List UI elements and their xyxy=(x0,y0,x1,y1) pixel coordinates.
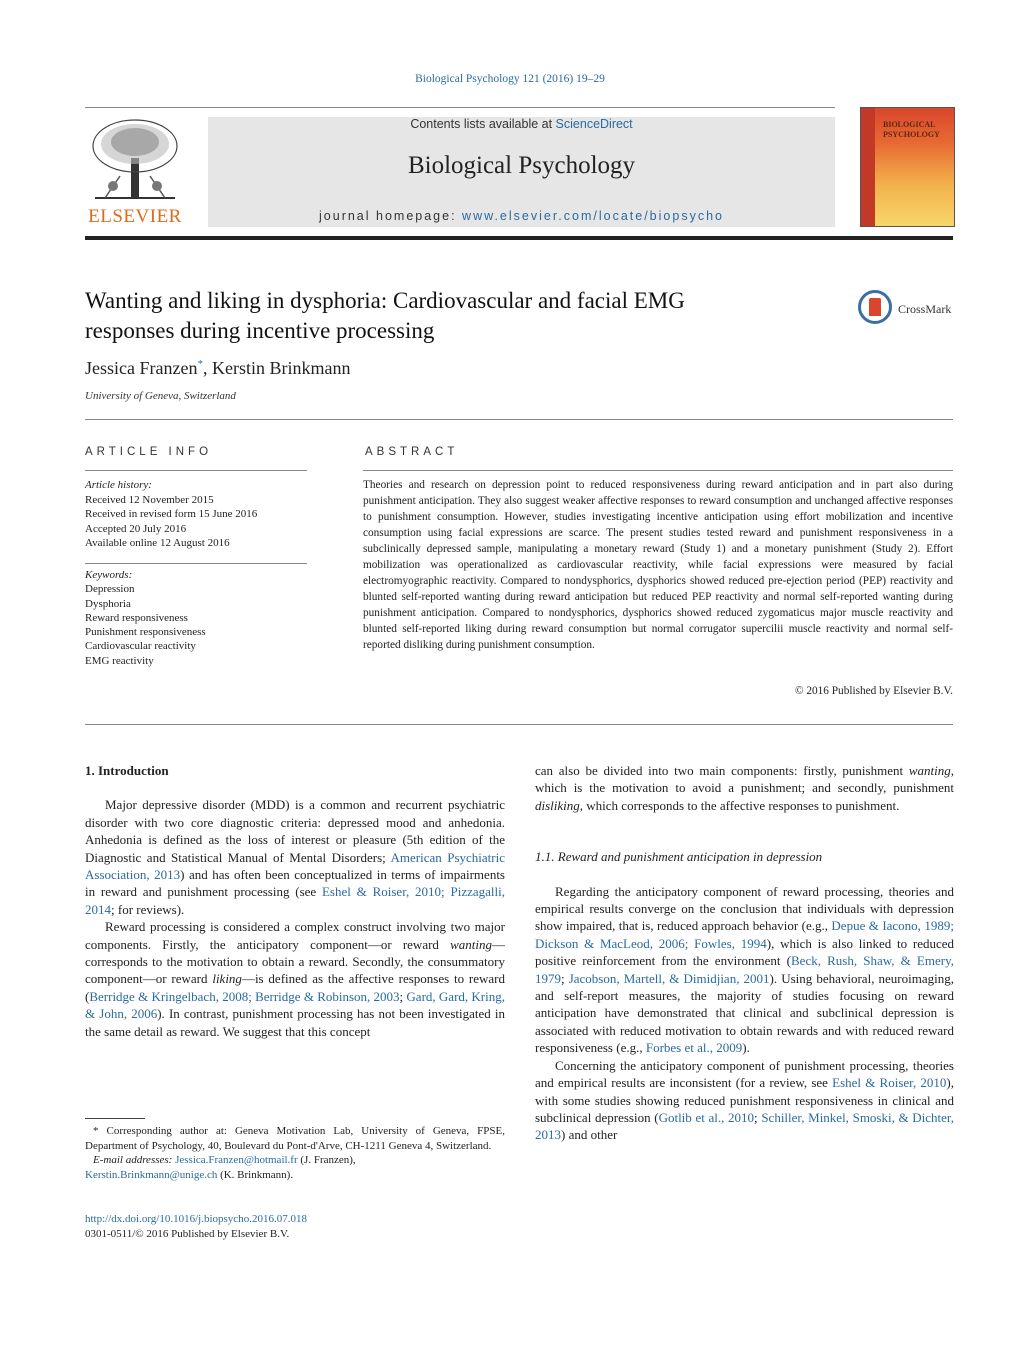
contents-line xyxy=(208,117,835,131)
citation-link[interactable]: Forbes et al., 2009 xyxy=(645,1040,743,1056)
sciencedirect-link[interactable]: ScienceDirect xyxy=(555,117,633,131)
citation-link[interactable]: Gard, Gard, Kring, & John, 2006 xyxy=(85,988,505,1022)
header-thick-rule xyxy=(85,236,953,240)
body-column-right xyxy=(535,762,954,1144)
crossmark-icon xyxy=(858,290,892,324)
keyword: Reward responsiveness xyxy=(85,611,188,624)
divider xyxy=(85,724,953,725)
footnote-rule xyxy=(85,1118,145,1119)
title-line2: responses during incentive processing xyxy=(85,318,435,343)
paragraph: Regarding the anticipatory component of reward processing, theories and empirical results converge on the conclusion that individuals with depression show impaired, that is, reduced approach behavior (e.g., Depue & Iacono, 1989; Dickson & MacLeod, 2006; Fowles, 1994), which is also linked to reduced positive reinforcement from the environment (Beck, Rush, Shaw, & Emery, 1979; Jacobson, Martell, & Dimidjian, 2001). Using behavioral, neuroimaging, and self-report measures, the majority of studies focusing on reward anticipation have demonstrated that clinical and subclinical depression is associated with reduced motivation to obtain rewards and with reduced reward responsiveness (e.g., Forbes et al., 2009). xyxy=(535,883,954,1056)
citation-link[interactable]: Eshel & Roiser, 2010; Pizzagalli, 2014 xyxy=(85,884,505,917)
citation-link[interactable]: Beck, Rush, Shaw, & Emery, 1979 xyxy=(535,953,954,986)
email-link[interactable]: Jessica.Franzen@hotmail.fr xyxy=(175,1154,298,1166)
body-column-left xyxy=(85,762,505,1040)
author-list xyxy=(85,358,350,379)
citation-link[interactable]: Eshel & Roiser, 2010 xyxy=(832,1075,947,1091)
crossmark-badge[interactable] xyxy=(858,290,958,330)
paragraph: can also be divided into two main components: firstly, punishment wanting, which is the motivation to avoid a punishment; and secondly, punishment disliking, which corresponds to the affective responses to punishment. xyxy=(535,763,954,813)
elsevier-logo[interactable] xyxy=(85,116,185,228)
history-item: Available online 12 August 2016 xyxy=(85,537,230,549)
cover-strip xyxy=(861,108,875,226)
affiliation: University of Geneva, Switzerland xyxy=(85,390,236,402)
crossmark-label: CrossMark xyxy=(898,302,952,316)
paragraph: Concerning the anticipatory component of punishment processing, theories and empirical results are inconsistent (for a review, see Eshel & Roiser, 2010), with some studies showing reduced punishment responsiveness in clinical and subclinical depression (Gotlib et al., 2010; Schiller, Minkel, Smoski, & Dichter, 2013) and other xyxy=(535,1057,954,1143)
footnote-emails: E-mail addresses: Jessica.Franzen@hotmail.fr (J. Franzen), xyxy=(93,1154,356,1166)
citation-link[interactable]: Jacobson, Martell, & Dimidjian, 2001 xyxy=(568,970,770,986)
paragraph: Major depressive disorder (MDD) is a common and recurrent psychiatric disorder with two core diagnostic criteria: depressed mood and anhedonia. Anhedonia is defined as the loss of interest or pleasure (5th edition of the Diagnostic and Statistical Manual of Mental Disorders; American Psychiatric Association, 2013) and has often been conceptualized in terms of impairments in reward and punishment processing (see Eshel & Roiser, 2010; Pizzagalli, 2014; for reviews). xyxy=(85,797,506,917)
homepage-link[interactable]: www.elsevier.com/locate/biopsycho xyxy=(462,209,724,223)
cover-title-line1: BIOLOGICAL xyxy=(883,120,936,129)
doi-block xyxy=(85,1212,307,1241)
cover-title-line2: PSYCHOLOGY xyxy=(883,130,940,139)
keywords xyxy=(85,568,307,668)
citation-link[interactable]: Gotlib et al., 2010 xyxy=(658,1109,755,1125)
divider xyxy=(85,470,307,471)
journal-name: Biological Psychology xyxy=(407,152,636,179)
keyword: Cardiovascular reactivity xyxy=(85,640,196,653)
history-item: Received 12 November 2015 xyxy=(85,493,214,506)
citation-link[interactable]: Depue & Iacono, 1989; Dickson & MacLeod, 2006; Fowles, 1994 xyxy=(535,918,954,951)
citation-link[interactable]: American Psychiatric Association, 2013 xyxy=(85,849,506,883)
title-line1: Wanting and liking in dysphoria: Cardiovascular and facial EMG xyxy=(85,288,685,313)
keyword: Dysphoria xyxy=(85,597,131,610)
footnote xyxy=(85,1124,505,1182)
footnote-mark: * xyxy=(93,1125,99,1137)
section-heading: 1. Introduction xyxy=(85,763,169,778)
journal-citation[interactable]: Biological Psychology 121 (2016) 19–29 xyxy=(415,73,605,85)
author-separator: , xyxy=(202,358,212,378)
elsevier-wordmark: ELSEVIER xyxy=(88,206,182,227)
corresponding-author-mark[interactable]: * xyxy=(197,358,203,370)
abstract-heading: ABSTRACT xyxy=(365,446,459,458)
citation-link[interactable]: Berridge & Kringelbach, 2008; Berridge & Robinson, 2003 xyxy=(89,988,400,1004)
doi-link[interactable]: http://dx.doi.org/10.1016/j.biopsycho.2016.07.018 xyxy=(85,1213,307,1225)
keyword: Punishment responsiveness xyxy=(85,626,206,639)
article-history xyxy=(85,478,307,551)
article-title xyxy=(85,286,825,346)
divider xyxy=(85,419,953,420)
homepage-prefix: journal homepage: xyxy=(319,209,463,223)
history-item: Accepted 20 July 2016 xyxy=(85,522,187,535)
abstract-text: Theories and research on depression point to reduced responsiveness during reward anticipation and in part also during punishment anticipation. They also suggest weaker affective responses to reward consumption and unchanged affective responses to punishment consumption. However, studies investigating incentive anticipation using effort mobilization and incentive consumption using facial expressions are scarce. The present studies tested reward and punishment responsiveness in a subclinically depressed sample, manipulating a monetary reward (Study 1) and a monetary punishment (Study 2). Effort mobilization was operationalized as cardiovascular reactivity, while facial expressions were measured by facial electromyographic reactivity. Compared to nondysphorics, dysphorics showed reduced pre-ejection period (PEP) reactivity and blunted self-reported wanting during reward anticipation but reduced PEP reactivity and normal self-reported wanting during punishment anticipation. Compared to nondysphorics, dysphorics showed reduced zygomaticus major muscle reactivity and blunted self-reported liking during reward consumption but normal corrugator supercilii muscle reactivity and normal self-reported disliking during punishment consumption. xyxy=(363,479,953,651)
author-name[interactable]: Jessica Franzen xyxy=(85,358,198,378)
footnote-emails-cont: Kerstin.Brinkmann@unige.ch (K. Brinkmann). xyxy=(85,1168,294,1181)
journal-cover-thumbnail[interactable] xyxy=(860,107,955,227)
issn-line: 0301-0511/© 2016 Published by Elsevier B.V. xyxy=(85,1227,290,1240)
cover-title xyxy=(883,120,940,140)
article-info-heading: ARTICLE INFO xyxy=(85,446,213,458)
abstract-copyright: © 2016 Published by Elsevier B.V. xyxy=(794,685,953,697)
subsection-heading: 1.1. Reward and punishment anticipation in depression xyxy=(535,849,823,865)
keyword: EMG reactivity xyxy=(85,654,154,667)
author-name[interactable]: Kerstin Brinkmann xyxy=(211,358,351,378)
footnote-corresponding: * Corresponding author at: Geneva Motivation Lab, University of Geneva, FPSE, Department of Psychology, 40, Boulevard du Pont-d'Arve, CH-1211 Geneva 4, Switzerland. xyxy=(85,1125,505,1152)
history-item: Received in revised form 15 June 2016 xyxy=(85,508,258,520)
header-top-rule xyxy=(85,107,835,108)
history-label: Article history: xyxy=(85,479,152,491)
divider xyxy=(363,470,953,471)
email-link[interactable]: Kerstin.Brinkmann@unige.ch xyxy=(85,1168,218,1181)
keyword: Depression xyxy=(85,583,135,596)
elsevier-tree-icon xyxy=(85,116,185,206)
citation-link[interactable]: Schiller, Minkel, Smoski, & Dichter, 2013 xyxy=(535,1109,954,1143)
journal-homepage-line xyxy=(208,209,835,223)
paragraph: Reward processing is considered a complex construct involving two major components. Firstly, the anticipatory component—or reward wanting—corresponds to the motivation to obtain a reward. Secondly, the consummatory component—or reward liking—is defined as the affective responses to reward (Berridge & Kringelbach, 2008; Berridge & Robinson, 2003; Gard, Gard, Kring, & John, 2006). In contrast, punishment processing has not been investigated in the same detail as reward. We suggest that this concept xyxy=(85,919,506,1039)
divider xyxy=(85,563,307,564)
keywords-label: Keywords: xyxy=(85,569,133,581)
contents-prefix: Contents lists available at xyxy=(410,117,556,131)
